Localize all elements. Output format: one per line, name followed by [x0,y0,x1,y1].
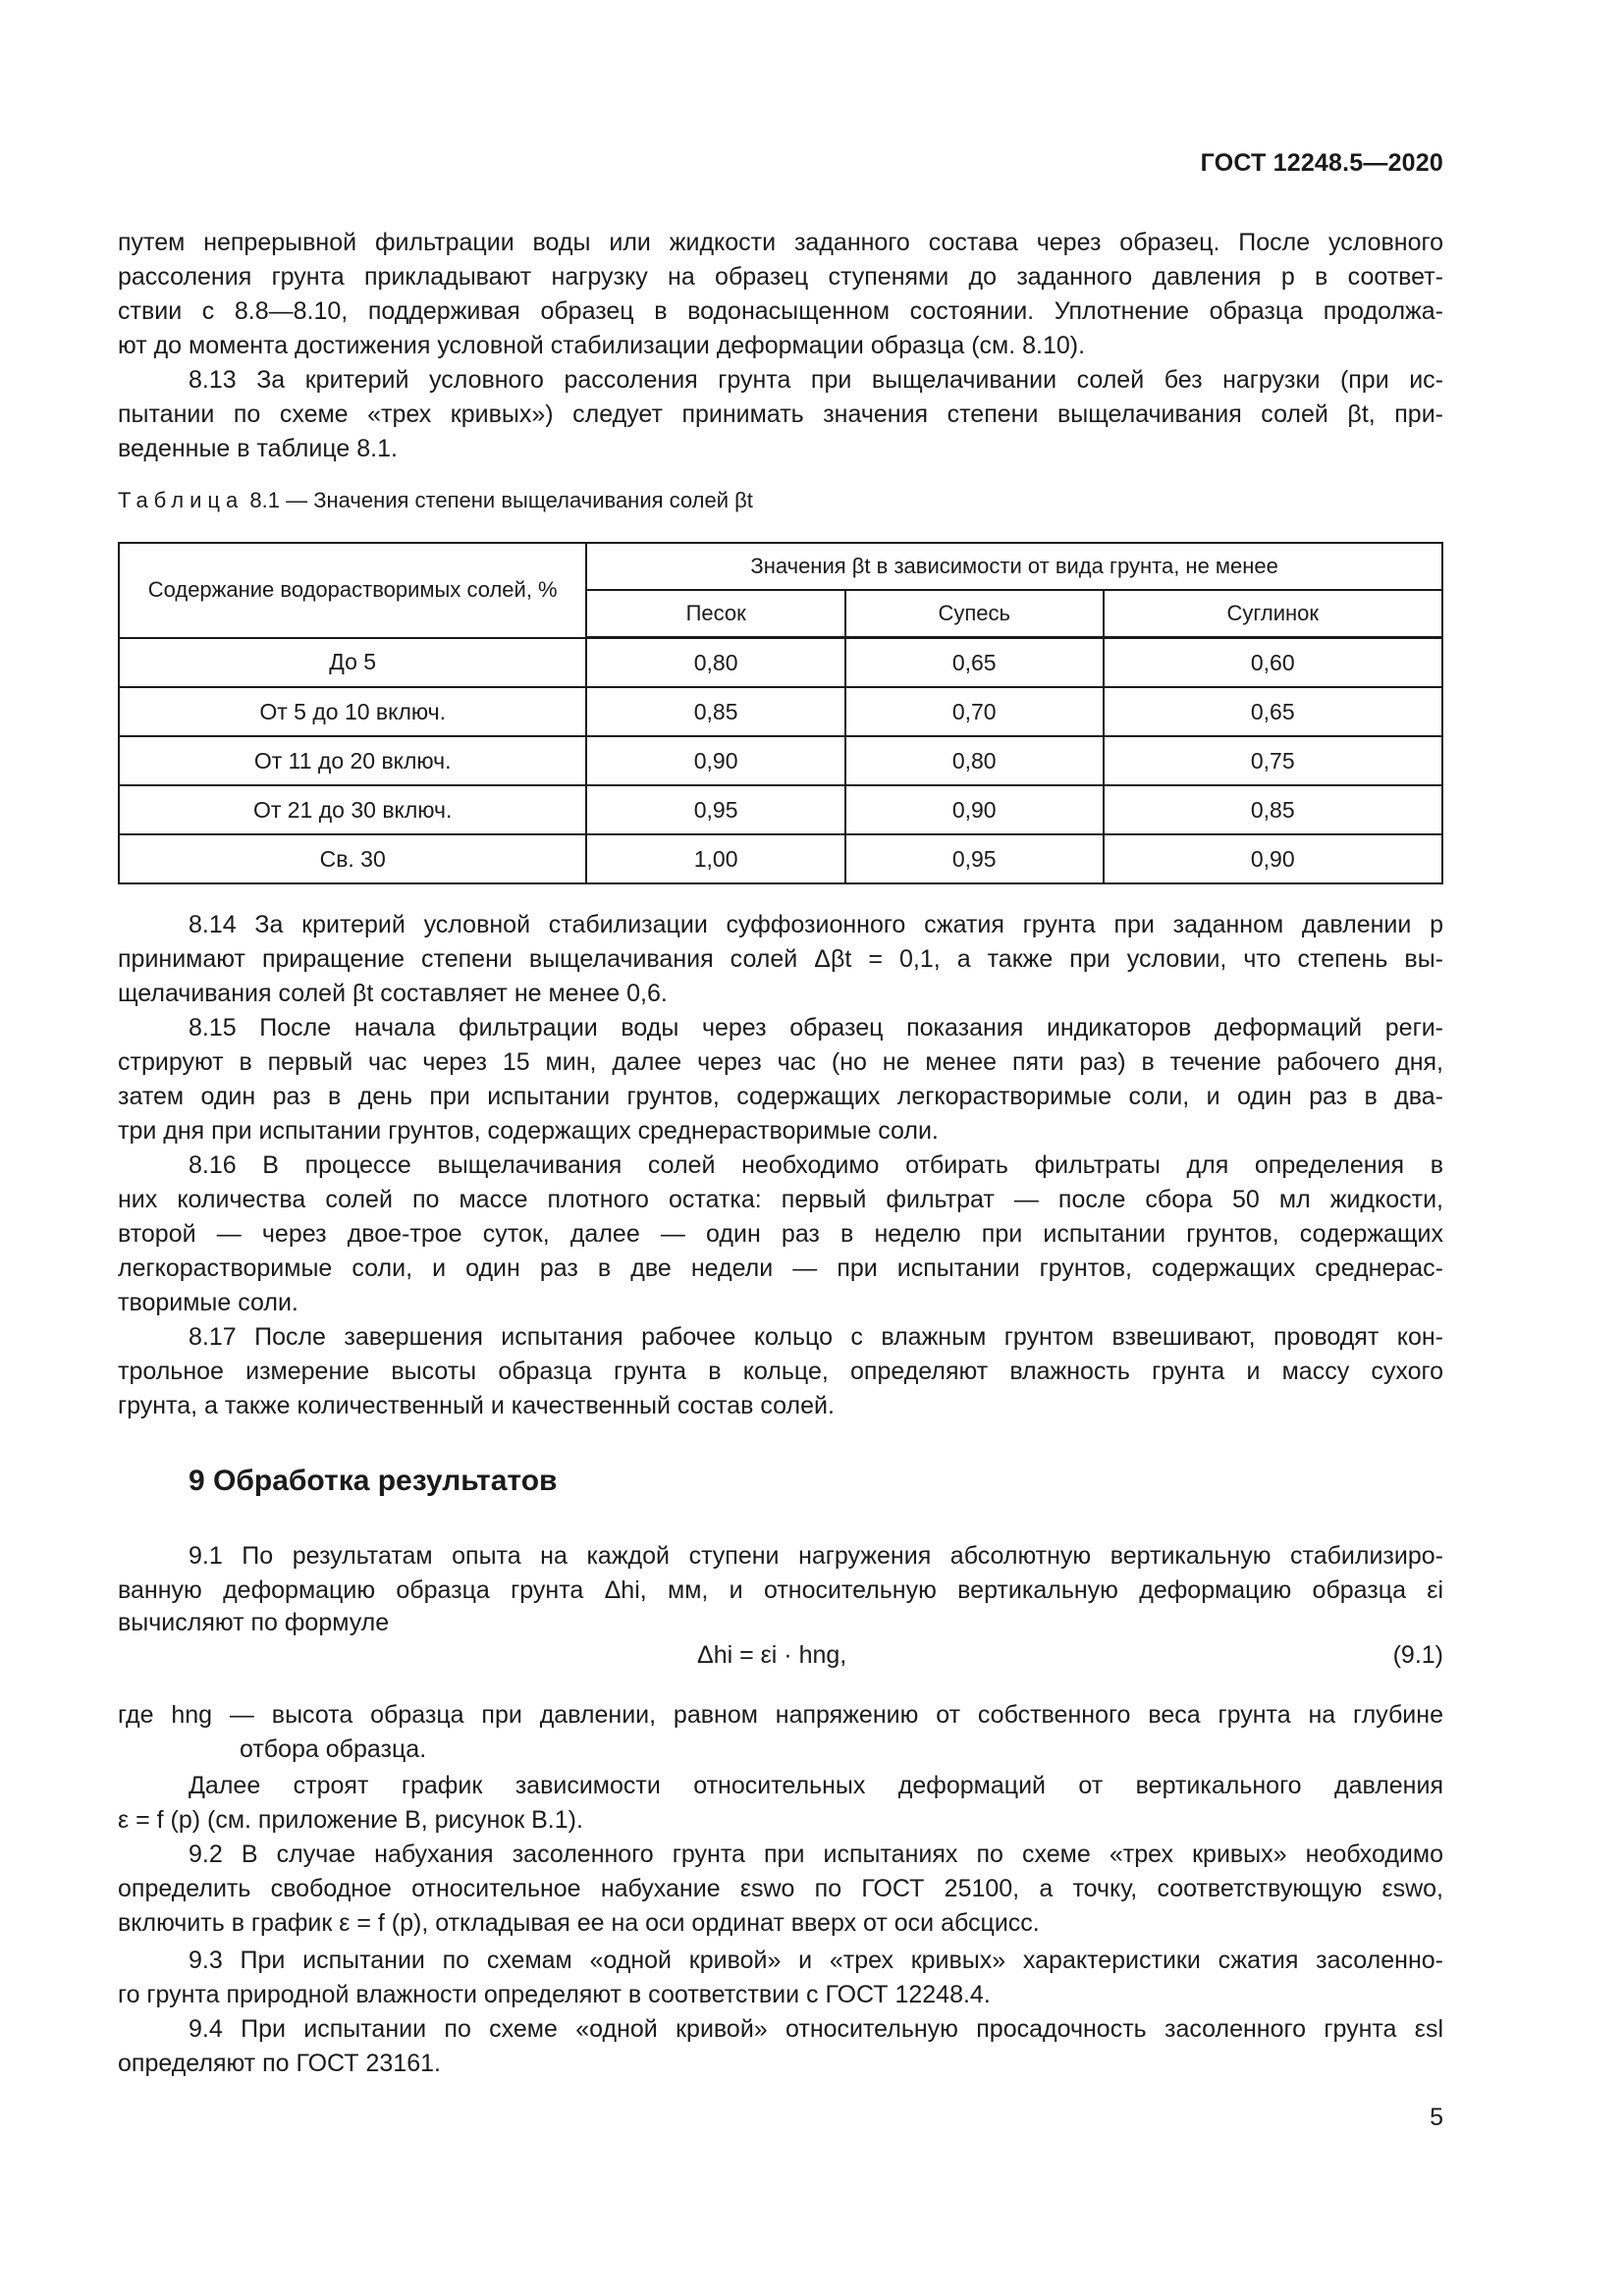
table-cell: 0,95 [586,785,845,834]
text-line: вычисляют по формуле [118,1609,390,1636]
table-cell: 0,80 [845,736,1104,785]
table-cell: 0,85 [1104,785,1442,834]
table-cell: От 5 до 10 включ. [119,687,586,736]
formula-number: (9.1) [1392,1641,1443,1669]
table-cell: 0,60 [1104,638,1442,688]
table-cell: 0,85 [586,687,845,736]
text-line: Далее строят график зависимости относительных деформаций от вертикального давления [189,1772,1443,1799]
text-line: ют до момента достижения условной стабилизации деформации образца (см. 8.10). [118,332,1086,359]
table-caption-text: 8.1 — Значения степени выщелачивания солей βt [249,488,753,512]
text-line: ствии с 8.8—8.10, поддерживая образец в водонасыщенном состоянии. Уплотнение образца продолжа- [118,297,1443,325]
table-cell: 0,70 [845,687,1104,736]
document-page [118,0,1443,2296]
text-line: определить свободное относительное набухание εswo по ГОСТ 25100, а точку, соответствующую εswo, [118,1875,1443,1902]
table-row [119,638,1442,688]
text-line: затем один раз в день при испытании грунтов, содержащих легкорастворимые соли, и один раз в два- [118,1083,1443,1110]
table-cell: 0,90 [1104,834,1442,883]
table-cell: 0,65 [1104,687,1442,736]
text-line: 9.1 По результатам опыта на каждой ступени нагружения абсолютную вертикальную стабилизиро- [189,1542,1443,1570]
text-line: го грунта природной влажности определяют в соответствии с ГОСТ 12248.4. [118,1981,991,2008]
table-cell: 0,90 [586,736,845,785]
section-heading: 9 Обработка результатов [189,1465,558,1497]
table-cell: До 5 [119,638,586,688]
text-line: стрируют в первый час через 15 мин, далее через час (но не менее пяти раз) в течение рабочего дня, [118,1048,1443,1076]
table-cell: 0,90 [845,785,1104,834]
text-line: 9.3 При испытании по схемам «одной кривой» и «трех кривых» характеристики сжатия засоленно- [189,1947,1443,1974]
text-line: пытании по схеме «трех кривых») следует принимать значения степени выщелачивания солей βt, при- [118,400,1443,428]
text-line: 9.2 В случае набухания засоленного грунта при испытаниях по схеме «трех кривых» необходимо [189,1841,1443,1868]
table-cell: От 21 до 30 включ. [119,785,586,834]
table-row [119,736,1442,785]
text-line: определяют по ГОСТ 23161. [118,2050,441,2077]
table-cell: Св. 30 [119,834,586,883]
text-line: 8.13 За критерий условного рассоления грунта при выщелачивании солей без нагрузки (при ис- [189,366,1443,394]
salt-leaching-table [118,542,1443,884]
table-cell: 0,95 [845,834,1104,883]
text-line: 8.16 В процессе выщелачивания солей необходимо отбирать фильтраты для определения в [189,1151,1443,1179]
text-line: включить в график ε = f (p), откладывая ее на оси ординат вверх от оси абсцисс. [118,1909,1040,1937]
table-cell: 1,00 [586,834,845,883]
table-cell: 0,75 [1104,736,1442,785]
text-line: легкорастворимые соли, и один раз в две недели — при испытании грунтов, содержащих среднерас- [118,1255,1443,1282]
formula-9-1: Δhi = εi · hng, [697,1641,847,1669]
table-header-row [119,543,1442,590]
text-line: них количества солей по массе плотного остатка: первый фильтрат — после сбора 50 мл жидкости, [118,1186,1443,1213]
text-line: ε = f (p) (см. приложение В, рисунок В.1). [118,1806,583,1834]
text-line: 8.15 После начала фильтрации воды через образец показания индикаторов деформаций реги- [189,1014,1443,1041]
document-id: ГОСТ 12248.5—2020 [1200,149,1443,177]
table-row [119,834,1442,883]
text-line: три дня при испытании грунтов, содержащих среднерастворимые соли. [118,1117,939,1145]
table-row [119,785,1442,834]
col-header-loam: Суглинок [1104,590,1442,638]
table-caption-label: Таблица [118,488,244,512]
table-row [119,687,1442,736]
table-cell: От 11 до 20 включ. [119,736,586,785]
table-cell: 0,80 [586,638,845,688]
table-caption [118,488,753,513]
text-line: 8.14 За критерий условной стабилизации суффозионного сжатия грунта при заданном давлении p [189,911,1443,938]
text-line: щелачивания солей βt составляет не менее 0,6. [118,980,668,1007]
text-line: рассоления грунта прикладывают нагрузку на образец ступенями до заданного давления p в соответ- [118,263,1443,291]
text-line: путем непрерывной фильтрации воды или жидкости заданного состава через образец. После условного [118,229,1443,256]
text-line: 9.4 При испытании по схеме «одной кривой» относительную просадочность засоленного грунта εsl [189,2015,1443,2043]
text-line: принимают приращение степени выщелачивания солей Δβt = 0,1, а также при условии, что степень вы- [118,945,1443,973]
text-line: отбора образца. [240,1735,427,1763]
col-header-group: Значения βt в зависимости от вида грунта, не менее [586,543,1442,590]
table-cell: 0,65 [845,638,1104,688]
col-header-sand: Песок [586,590,845,638]
col-header-sandy-loam: Супесь [845,590,1104,638]
col-header-salt-content: Содержание водорастворимых солей, % [119,543,586,638]
text-line: 8.17 После завершения испытания рабочее кольцо с влажным грунтом взвешивают, проводят кон- [189,1323,1443,1351]
text-line: веденные в таблице 8.1. [118,435,398,462]
text-line: творимые соли. [118,1289,298,1316]
text-line: второй — через двое-трое суток, далее — один раз в неделю при испытании грунтов, содержащих [118,1220,1443,1248]
text-line: трольное измерение высоты образца грунта в кольце, определяют влажность грунта и массу сухого [118,1358,1443,1385]
text-line: ванную деформацию образца грунта Δhi, мм, и относительную вертикальную деформацию образца εi [118,1576,1443,1604]
text-line: грунта, а также количественный и качественный состав солей. [118,1392,835,1419]
text-line: где hng — высота образца при давлении, равном напряжению от собственного веса грунта на глубине [118,1701,1443,1729]
page-number: 5 [1430,2104,1443,2131]
